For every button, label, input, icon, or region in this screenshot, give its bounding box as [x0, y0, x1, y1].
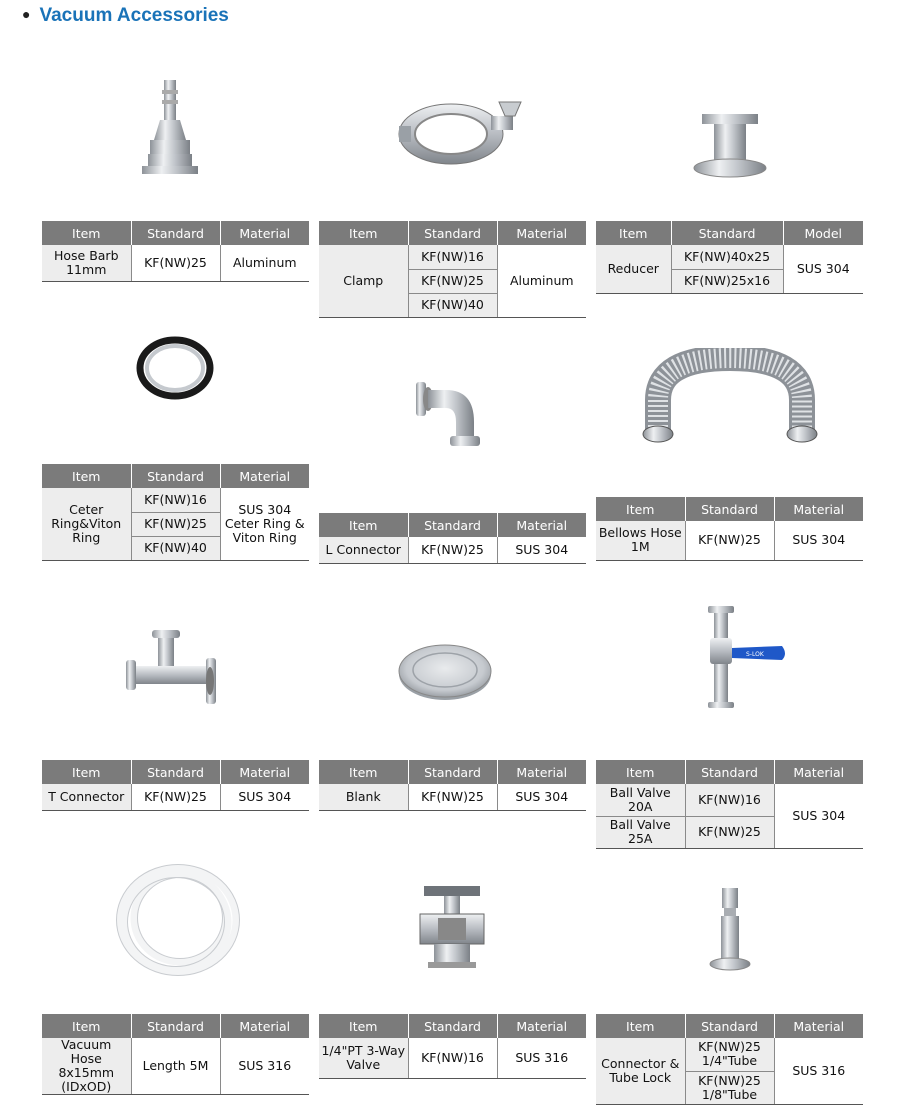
- section-title: Vacuum Accessories: [39, 5, 229, 26]
- standard-cell: KF(NW)40x25: [671, 245, 783, 269]
- item-cell: 1/4"PT 3-Way Valve: [319, 1038, 408, 1078]
- header-standard: Standard: [131, 464, 220, 488]
- standard-cell: KF(NW)25 1/8"Tube: [685, 1071, 774, 1104]
- t-connector-image: [122, 628, 222, 708]
- header-model: Model: [783, 221, 863, 245]
- item-cell: Ball Valve 25A: [596, 816, 685, 848]
- standard-cell: KF(NW)25x16: [671, 269, 783, 293]
- header-item: Item: [319, 1014, 408, 1038]
- header-item: Item: [596, 497, 685, 521]
- standard-cell: KF(NW)25: [408, 784, 497, 810]
- header-standard: Standard: [685, 1014, 774, 1038]
- header-item: Item: [596, 1014, 685, 1038]
- header-material: Material: [774, 1014, 863, 1038]
- blank-table: [319, 760, 586, 811]
- standard-cell: KF(NW)25: [131, 512, 220, 536]
- header-standard: Standard: [131, 221, 220, 245]
- ball-valve-table: [596, 760, 863, 849]
- centering-ring-image: [136, 336, 214, 400]
- item-cell: Blank: [319, 784, 408, 810]
- standard-cell: KF(NW)16: [131, 488, 220, 512]
- header-material: Material: [774, 760, 863, 784]
- item-cell: Bellows Hose 1M: [596, 521, 685, 560]
- item-cell: L Connector: [319, 537, 408, 563]
- standard-cell: KF(NW)16: [685, 784, 774, 816]
- model-cell: SUS 304: [783, 245, 863, 293]
- material-cell: SUS 304 Ceter Ring & Viton Ring: [220, 488, 309, 560]
- standard-cell: KF(NW)25 1/4"Tube: [685, 1038, 774, 1071]
- material-cell: Aluminum: [497, 245, 586, 317]
- standard-cell: KF(NW)16: [408, 245, 497, 269]
- bellows-hose-table: [596, 497, 863, 561]
- header-item: Item: [42, 1014, 131, 1038]
- standard-cell: KF(NW)25: [685, 521, 774, 560]
- header-item: Item: [319, 221, 408, 245]
- header-standard: Standard: [408, 221, 497, 245]
- standard-cell: KF(NW)25: [131, 245, 220, 281]
- header-item: Item: [596, 221, 671, 245]
- item-cell: Connector & Tube Lock: [596, 1038, 685, 1104]
- header-item: Item: [42, 760, 131, 784]
- reducer-table: [596, 221, 863, 294]
- l-connector-table: [319, 513, 586, 564]
- item-cell: Clamp: [319, 245, 408, 317]
- item-cell: Reducer: [596, 245, 671, 293]
- header-standard: Standard: [685, 497, 774, 521]
- bullet-icon: ●: [22, 6, 31, 22]
- standard-cell: KF(NW)16: [408, 1038, 497, 1078]
- hose-barb-image: [130, 78, 210, 178]
- material-cell: SUS 304: [220, 784, 309, 810]
- item-cell: Hose Barb 11mm: [42, 245, 131, 281]
- material-cell: SUS 316: [497, 1038, 586, 1078]
- material-cell: SUS 316: [220, 1038, 309, 1095]
- item-cell: Ball Valve 20A: [596, 784, 685, 816]
- item-cell: T Connector: [42, 784, 131, 810]
- section-heading: [22, 5, 229, 27]
- vacuum-hose-table: [42, 1014, 309, 1095]
- reducer-image: [690, 112, 770, 180]
- item-cell: Ceter Ring&Viton Ring: [42, 488, 131, 560]
- blank-image: [395, 640, 495, 704]
- ball-valve-logo: S-LOK: [746, 651, 764, 658]
- ball-valve-image: [700, 604, 790, 710]
- header-item: Item: [42, 221, 131, 245]
- header-standard: Standard: [131, 760, 220, 784]
- header-material: Material: [497, 221, 586, 245]
- material-cell: Aluminum: [220, 245, 309, 281]
- standard-cell: KF(NW)25: [685, 816, 774, 848]
- three-way-valve-table: [319, 1014, 586, 1079]
- material-cell: SUS 316: [774, 1038, 863, 1104]
- standard-cell: Length 5M: [131, 1038, 220, 1095]
- header-item: Item: [319, 760, 408, 784]
- header-standard: Standard: [671, 221, 783, 245]
- header-item: Item: [596, 760, 685, 784]
- tube-lock-image: [708, 886, 752, 972]
- header-item: Item: [319, 513, 408, 537]
- material-cell: SUS 304: [497, 784, 586, 810]
- header-standard: Standard: [408, 1014, 497, 1038]
- three-way-valve-image: [418, 884, 486, 970]
- header-standard: Standard: [408, 760, 497, 784]
- t-connector-table: [42, 760, 309, 811]
- centering-ring-table: [42, 464, 309, 561]
- header-item: Item: [42, 464, 131, 488]
- header-material: Material: [774, 497, 863, 521]
- header-standard: Standard: [408, 513, 497, 537]
- clamp-table: [319, 221, 586, 318]
- bellows-hose-image: [640, 348, 820, 444]
- standard-cell: KF(NW)25: [408, 269, 497, 293]
- header-material: Material: [220, 464, 309, 488]
- l-connector-image: [412, 376, 492, 456]
- tube-lock-table: [596, 1014, 863, 1105]
- header-standard: Standard: [131, 1014, 220, 1038]
- material-cell: SUS 304: [774, 521, 863, 560]
- standard-cell: KF(NW)25: [131, 784, 220, 810]
- header-material: Material: [220, 1014, 309, 1038]
- material-cell: SUS 304: [497, 537, 586, 563]
- vacuum-hose-image: [114, 862, 244, 980]
- header-standard: Standard: [685, 760, 774, 784]
- header-material: Material: [220, 221, 309, 245]
- header-material: Material: [497, 513, 586, 537]
- header-material: Material: [220, 760, 309, 784]
- standard-cell: KF(NW)40: [131, 536, 220, 560]
- hose-barb-table: [42, 221, 309, 282]
- material-cell: SUS 304: [774, 784, 863, 848]
- standard-cell: KF(NW)40: [408, 293, 497, 317]
- standard-cell: KF(NW)25: [408, 537, 497, 563]
- item-cell: Vacuum Hose 8x15mm (IDxOD): [42, 1038, 131, 1095]
- header-material: Material: [497, 760, 586, 784]
- header-material: Material: [497, 1014, 586, 1038]
- clamp-image: [393, 98, 533, 170]
